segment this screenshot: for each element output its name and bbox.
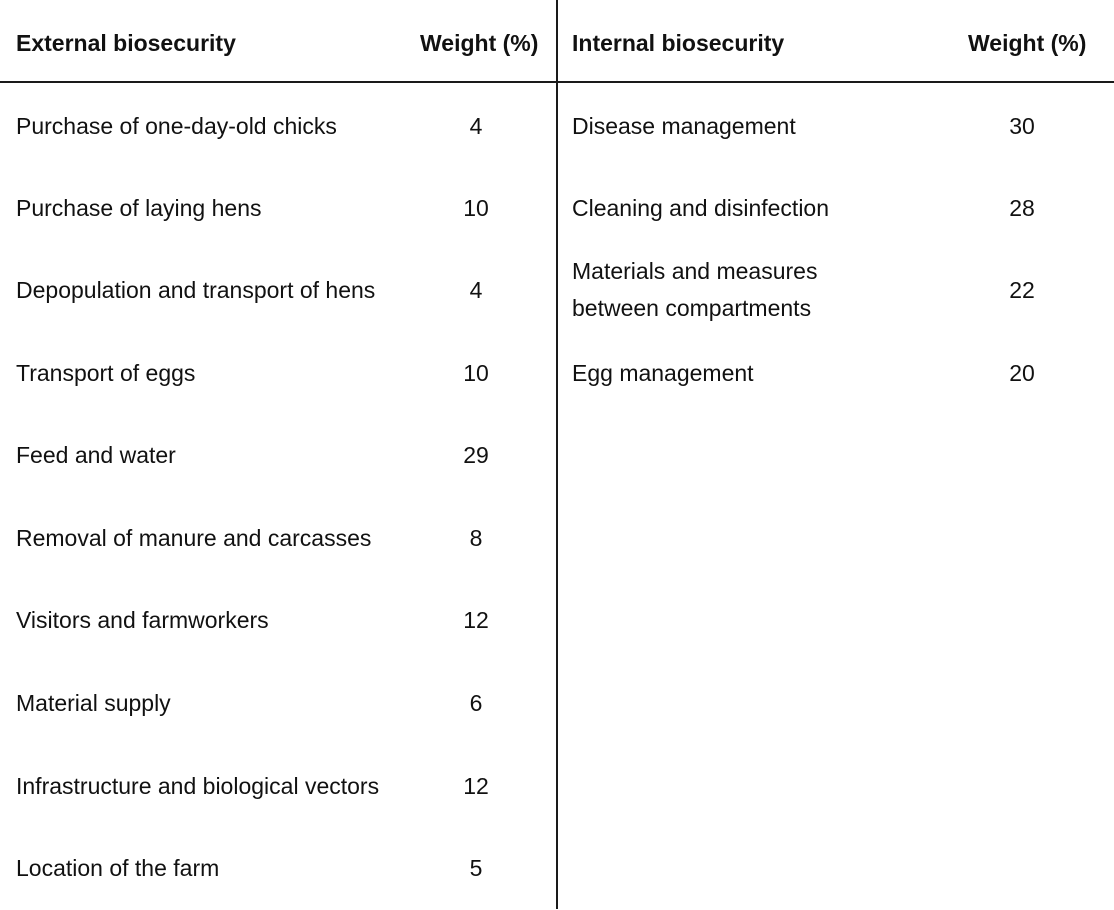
external-row-label: Material supply [16, 689, 171, 716]
internal-row-weight: 22 [1009, 276, 1035, 303]
external-row-label: Infrastructure and biological vectors [16, 772, 380, 799]
external-row-weight: 4 [469, 276, 483, 303]
external-row-label: Transport of eggs [16, 359, 196, 386]
external-row-weight: 12 [463, 772, 489, 799]
external-row-weight: 10 [463, 359, 489, 386]
external-row-label: Feed and water [16, 441, 176, 468]
external-row-weight: 12 [463, 606, 489, 633]
column-divider [556, 0, 558, 909]
external-row-weight: 4 [469, 112, 483, 139]
internal-row-label: Cleaning and disinfection [572, 194, 830, 221]
internal-row-label: Materials and measures between compartments [572, 258, 818, 321]
external-row-label: Depopulation and transport of hens [16, 276, 376, 303]
internal-row-label: Egg management [572, 359, 754, 386]
external-row-weight: 29 [463, 441, 489, 468]
external-row-label: Location of the farm [16, 854, 220, 881]
internal-row-weight: 30 [1009, 112, 1035, 139]
external-row-weight: 6 [469, 689, 483, 716]
header-external-weight: Weight (%) [420, 30, 539, 56]
external-row-label: Removal of manure and carcasses [16, 524, 372, 551]
external-row-weight: 5 [469, 854, 483, 881]
external-row-label: Purchase of laying hens [16, 194, 262, 221]
header-internal-weight: Weight (%) [968, 30, 1087, 56]
header-internal-biosecurity: Internal biosecurity [572, 30, 785, 56]
header-external-biosecurity: External biosecurity [16, 30, 236, 56]
external-row-weight: 10 [463, 194, 489, 221]
internal-row-weight: 28 [1009, 194, 1035, 221]
internal-row-label: Disease management [572, 112, 796, 139]
internal-row-weight: 20 [1009, 359, 1035, 386]
external-row-weight: 8 [469, 524, 483, 551]
header-rule [0, 81, 1114, 83]
external-row-label: Visitors and farmworkers [16, 606, 269, 633]
external-row-label: Purchase of one-day-old chicks [16, 112, 337, 139]
